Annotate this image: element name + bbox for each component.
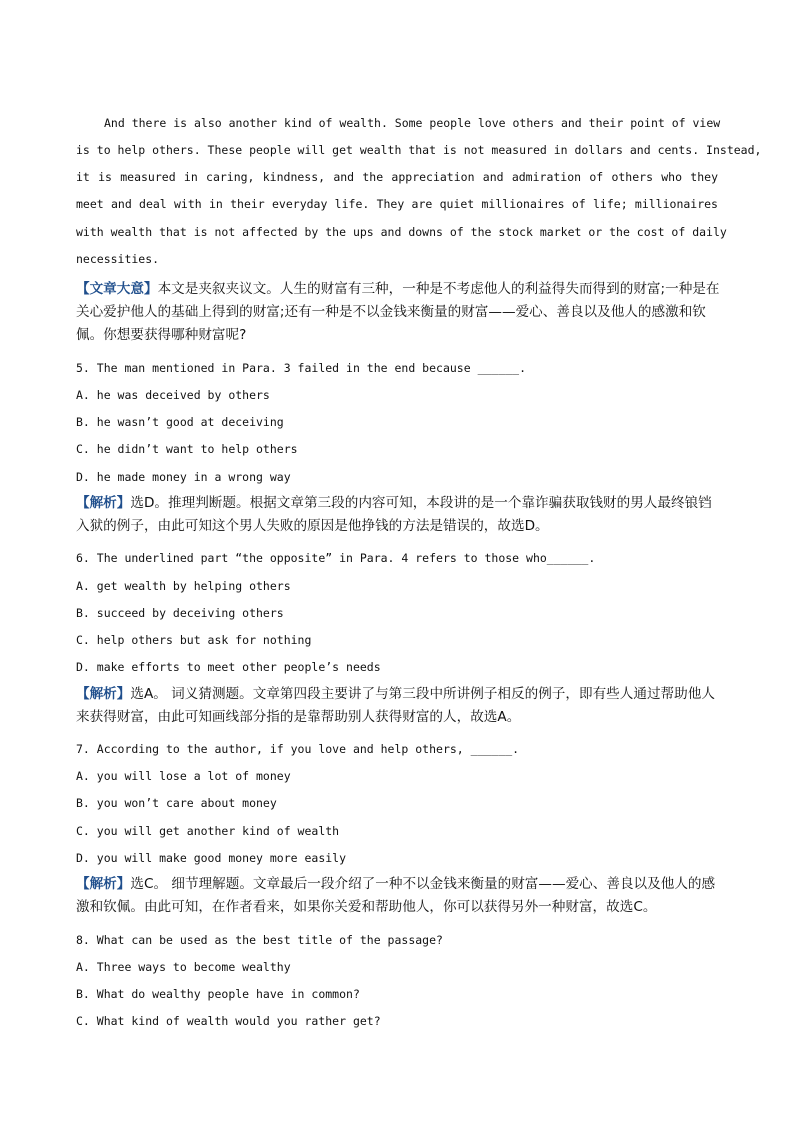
question-5-option-c: C. he didn’t want to help others: [76, 442, 298, 456]
question-5-option-a: A. he was deceived by others: [76, 388, 270, 402]
summary-text: 本文是夹叙夹议文。人生的财富有三种，一种是不考虑他人的利益得失而得到的财富;一种是在关心爱护他人的基础上得到的财富;还有一种是不以金钱来衡量的财富——爱心、善良以及他人的感激和钦佩。你想要获得哪种财富呢?: [76, 281, 720, 343]
analysis-text: 选C。 细节理解题。文章最后一段介绍了一种不以金钱来衡量的财富——爱心、善良以及他人的感激和钦佩。由此可知，在作者看来，如果你关爱和帮助他人，你可以获得另外一种财富，故选C。: [76, 876, 716, 915]
analysis-text: 选A。 词义猜测题。文章第四段主要讲了与第三段中所讲例子相反的例子，即有些人通过帮助他人来获得财富，由此可知画线部分指的是靠帮助别人获得财富的人，故选A。: [76, 686, 715, 725]
analysis-tag: 【解析】: [76, 876, 131, 892]
article-summary: [76, 278, 720, 347]
question-6-analysis: [76, 683, 720, 729]
question-5-analysis: [76, 492, 720, 538]
question-5-option-b: B. he wasn’t good at deceiving: [76, 415, 284, 429]
analysis-tag: 【解析】: [76, 686, 131, 702]
question-6-option-c: C. help others but ask for nothing: [76, 633, 312, 647]
question-7-option-d: D. you will make good money more easily: [76, 851, 347, 865]
question-7-stem: 7. According to the author, if you love and help others, ______.: [76, 742, 520, 756]
paragraph-line-4: meet and deal with in their everyday life. They are quiet millionaires of life; millionaires: [76, 197, 718, 211]
question-6-option-d: D. make efforts to meet other people’s needs: [76, 660, 381, 674]
question-8-option-a: A. Three ways to become wealthy: [76, 960, 291, 974]
question-6-stem: 6. The underlined part “the opposite” in Para. 4 refers to those who______.: [76, 551, 596, 565]
paragraph-line-3: it is measured in caring, kindness, and the appreciation and admiration of others who they: [76, 170, 718, 184]
question-8-option-c: C. What kind of wealth would you rather get?: [76, 1014, 381, 1028]
question-6-option-b: B. succeed by deceiving others: [76, 606, 284, 620]
question-7-option-c: C. you will get another kind of wealth: [76, 824, 340, 838]
analysis-tag: 【解析】: [76, 495, 131, 511]
paragraph-line-5: with wealth that is not affected by the ups and downs of the stock market or the cost of daily: [76, 225, 727, 239]
question-6-option-a: A. get wealth by helping others: [76, 579, 291, 593]
question-8-option-b: B. What do wealthy people have in common?: [76, 987, 360, 1001]
question-7-option-b: B. you won’t care about money: [76, 796, 277, 810]
paragraph-line-6: necessities.: [76, 252, 160, 266]
question-7-analysis: [76, 873, 720, 919]
paragraph-line-1: And there is also another kind of wealth. Some people love others and their point of view: [104, 116, 721, 130]
summary-tag: 【文章大意】: [76, 281, 158, 297]
paragraph-line-2: is to help others. These people will get wealth that is not measured in dollars and cents. Instead,: [76, 143, 762, 157]
question-5-stem: 5. The man mentioned in Para. 3 failed in the end because ______.: [76, 361, 527, 375]
analysis-text: 选D。推理判断题。根据文章第三段的内容可知，本段讲的是一个靠诈骗获取钱财的男人最终锒铛入狱的例子，由此可知这个男人失败的原因是他挣钱的方法是错误的，故选D。: [76, 495, 712, 534]
question-5-option-d: D. he made money in a wrong way: [76, 470, 291, 484]
question-7-option-a: A. you will lose a lot of money: [76, 769, 291, 783]
question-8-stem: 8. What can be used as the best title of the passage?: [76, 933, 443, 947]
